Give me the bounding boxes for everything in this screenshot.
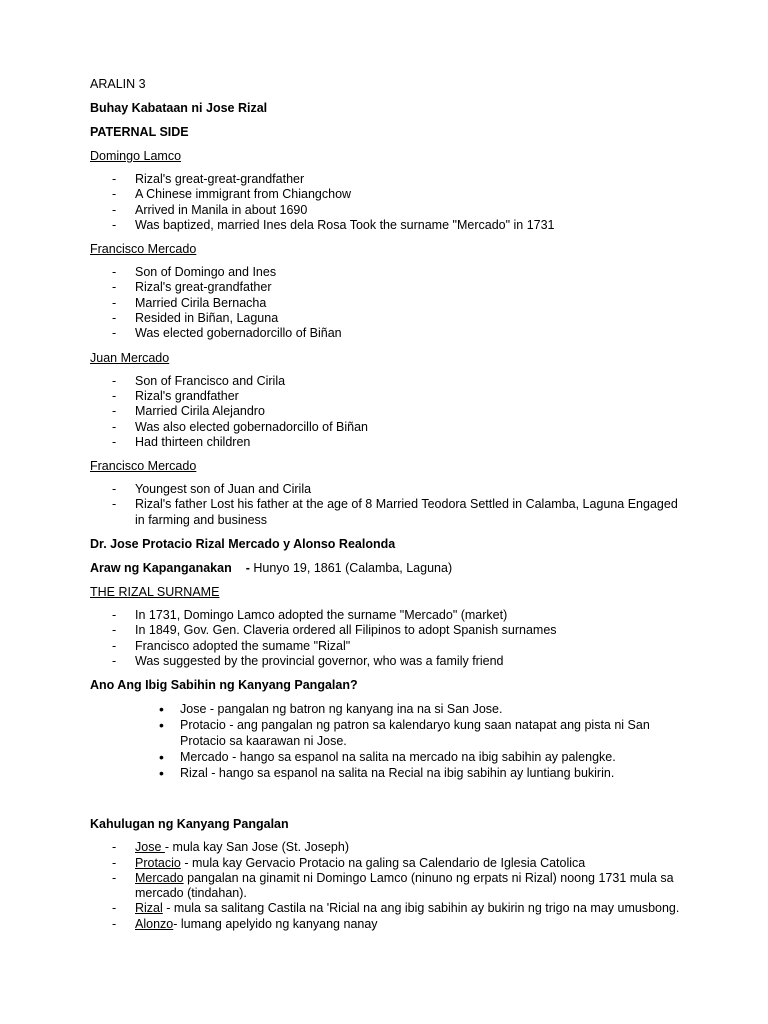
- list-item: - Rizal's father Lost his father at the age of 8 Married Teodora Settled in Calamba, Laguna Engaged in farming and business: [112, 497, 678, 527]
- list-item: - Youngest son of Juan and Cirila: [112, 482, 312, 497]
- name-term: Rizal: [135, 901, 163, 916]
- birth-dash: -: [245, 561, 250, 576]
- section-paternal-side: PATERNAL SIDE: [90, 125, 189, 139]
- list-item: - Married Cirila Bernacha: [112, 295, 267, 310]
- juan-facts-list: [90, 374, 690, 450]
- name-term: Mercado: [135, 870, 184, 885]
- list-item: - Resided in Biñan, Laguna: [112, 311, 279, 326]
- list-item: - Had thirteen children: [112, 434, 251, 449]
- list-item: - Son of Domingo and Ines: [112, 265, 277, 280]
- list-item: • Protacio - ang pangalan ng patron sa kalendaryo kung saan natapat ang pista ni San Protacio sa kaarawan ni Jose.: [159, 717, 650, 749]
- ancestor-juan-mercado: Juan Mercado: [90, 350, 170, 365]
- list-item: - Arrived in Manila in about 1690: [112, 202, 308, 217]
- rizal-surname-heading: THE RIZAL SURNAME: [90, 585, 220, 600]
- list-item: - Rizal's grandfather: [112, 388, 239, 403]
- list-item: - Was also elected gobernadorcillo of Biñan: [112, 419, 369, 434]
- francisco-elder-facts-list: [90, 265, 690, 341]
- list-item: • Jose - pangalan ng batron ng kanyang ina na si San Jose.: [159, 701, 503, 718]
- kahulugan-heading: Kahulugan ng Kanyang Pangalan: [90, 817, 289, 832]
- list-item: - Was suggested by the provincial governor, who was a family friend: [112, 653, 504, 668]
- list-item: - Rizal's great-great-grandfather: [112, 172, 305, 186]
- list-item: - In 1849, Gov. Gen. Claveria ordered all Filipinos to adopt Spanish surnames: [112, 623, 557, 638]
- birth-value: Hunyo 19, 1861 (Calamba, Laguna): [253, 561, 453, 576]
- document-title: Buhay Kabataan ni Jose Rizal: [90, 101, 268, 115]
- francisco-father-facts-list: [90, 482, 690, 528]
- list-item: - Francisco adopted the sumame "Rizal": [112, 638, 351, 653]
- kahulugan-list: [90, 840, 690, 932]
- list-item: - Was elected gobernadorcillo of Biñan: [112, 326, 342, 341]
- list-item: - Alonzo- lumang apelyido ng kanyang nanay: [112, 916, 378, 931]
- name-meaning-list: [90, 701, 690, 781]
- list-item: - Son of Francisco and Cirila: [112, 373, 286, 388]
- name-meaning-question: Ano Ang Ibig Sabihin ng Kanyang Pangalan?: [90, 678, 358, 693]
- list-item: - Jose - mula kay San Jose (St. Joseph): [112, 840, 349, 855]
- list-item: - Rizal's great-grandfather: [112, 280, 272, 295]
- full-name-heading: Dr. Jose Protacio Rizal Mercado y Alonso Realonda: [90, 537, 396, 552]
- blank-line: [90, 789, 690, 816]
- birth-date-line: [90, 560, 690, 576]
- ancestor-francisco-mercado-elder: Francisco Mercado: [90, 242, 197, 257]
- name-term: Alonzo: [135, 916, 174, 931]
- name-term: Jose: [135, 840, 165, 855]
- list-item: - Rizal - mula sa salitang Castila na 'Ricial na ang ibig sabihin ay bukirin ng trigo na may umusbong.: [112, 901, 680, 916]
- list-item: • Rizal - hango sa espanol na salita na Recial na ibig sabihin ay luntiang bukirin.: [159, 765, 615, 782]
- list-item: - Was baptized, married Ines dela Rosa Took the surname "Mercado" in 1731: [112, 217, 555, 232]
- list-item: - Protacio - mula kay Gervacio Protacio na galing sa Calendario de Iglesia Catolica: [112, 855, 586, 870]
- list-item: - Married Cirila Alejandro: [112, 404, 265, 419]
- birth-label: Araw ng Kapanganakan: [90, 561, 232, 576]
- name-term: Protacio: [135, 855, 181, 870]
- ancestor-domingo-lamco: Domingo Lamco: [90, 149, 182, 163]
- list-item: - In 1731, Domingo Lamco adopted the surname "Mercado" (market): [112, 608, 508, 623]
- domingo-facts-list: [90, 172, 690, 233]
- list-item: - A Chinese immigrant from Chiangchow: [112, 187, 352, 202]
- lesson-heading: ARALIN 3: [90, 77, 146, 91]
- surname-facts-list: [90, 608, 690, 669]
- ancestor-francisco-mercado-father: Francisco Mercado: [90, 459, 197, 474]
- list-item: • Mercado - hango sa espanol na salita na mercado na ibig sabihin ay palengke.: [159, 749, 616, 766]
- document-body: [90, 76, 690, 940]
- list-item: - Mercado pangalan na ginamit ni Domingo Lamco (ninuno ng erpats ni Rizal) noong 1731 mula sa mercado (tindahan).: [112, 870, 674, 901]
